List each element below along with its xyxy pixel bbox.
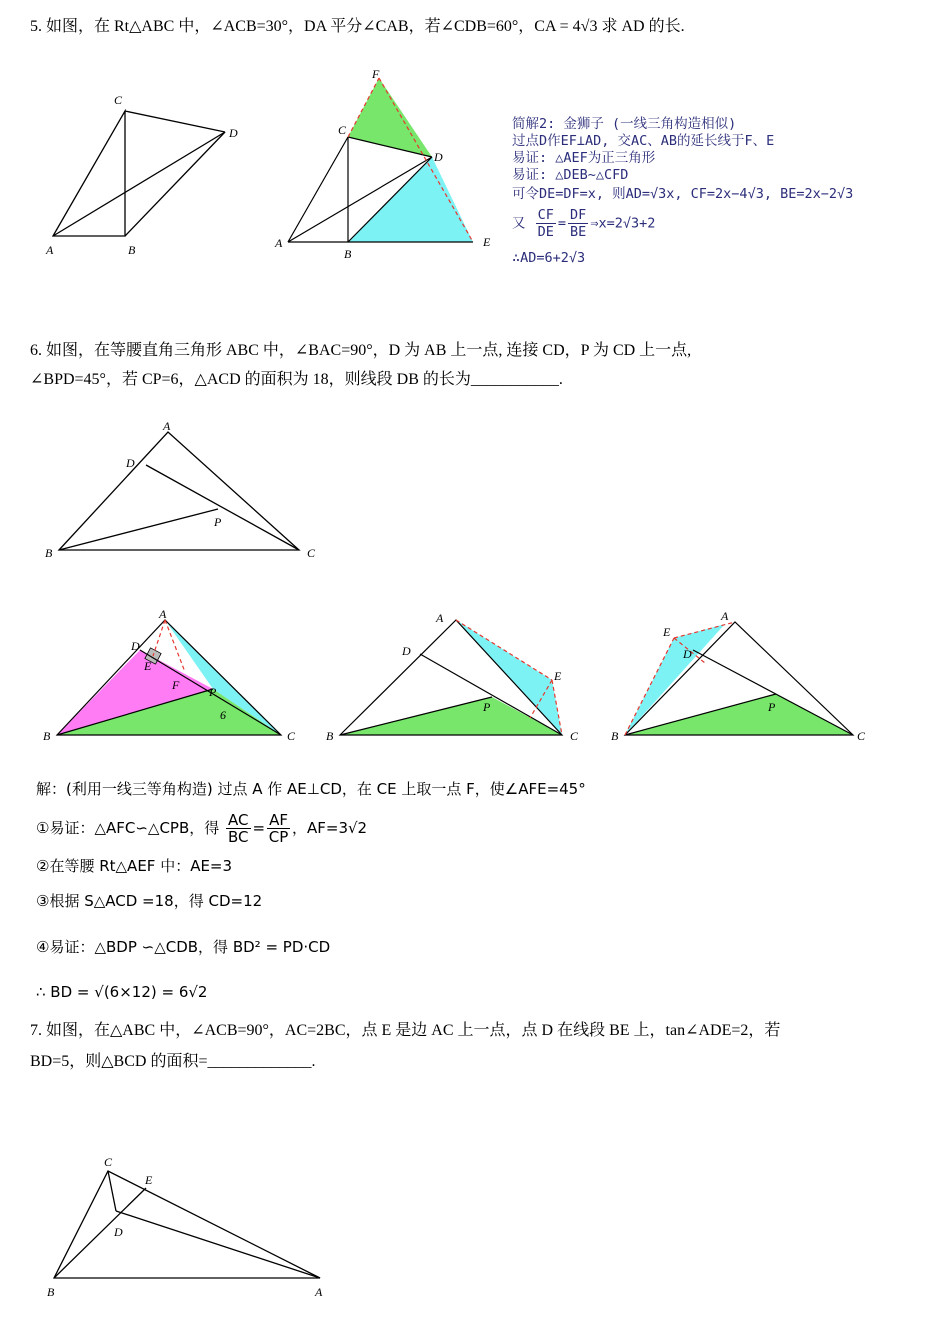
solution-6-intro: 解：(利用一线三等角构造) 过点 A 作 AE⊥CD，在 CE 上取一点 F，使∠AFE=45° (36, 780, 586, 798)
label-b: B (128, 243, 136, 257)
problem-7-line-2: BD=5，则△BCD 的面积=_____________. (30, 1053, 316, 1070)
label-c4: C (287, 729, 296, 743)
label-p3: P (214, 515, 222, 529)
figure-5-original (40, 90, 250, 265)
problem-5-text: 5. 如图，在 Rt△ABC 中，∠ACB=30°，DA 平分∠CAB，若∠CDB=60°，CA = 4√3 求 AD 的长. (30, 18, 685, 35)
label-e2: E (483, 235, 491, 249)
label-c3: C (307, 546, 316, 560)
label-a6: A (721, 609, 729, 623)
green-region (348, 78, 432, 157)
label-b3: B (45, 546, 53, 560)
label-a4: A (159, 607, 167, 621)
label-e6: E (663, 625, 671, 639)
label-a2: A (275, 236, 283, 250)
solution-6-step-5: ∴ BD = √(6×12) = 6√2 (36, 983, 208, 1001)
label-f4: F (172, 678, 180, 692)
figure-5-solution (270, 68, 500, 268)
label-c2: C (338, 123, 347, 137)
label-a: A (46, 243, 54, 257)
hint-title: 简解2: 金狮子 (一线三角构造相似) (512, 116, 737, 132)
solution-6-step-3: ③根据 S△ACD =18，得 CD=12 (36, 892, 263, 910)
hint-line-1: 过点D作EF⊥AD, 交AC、AB的延长线于F、E (512, 133, 775, 149)
solution-6-step-1: ①易证：△AFC∽△CPB，得 $\frac{AC}{BC}$ = $\frac{AF}{CP}$ ，AF=3√2 (36, 811, 368, 846)
label-a7: A (315, 1285, 323, 1299)
figure-6-solution-3 (605, 600, 875, 750)
label-b7: B (47, 1285, 55, 1299)
problem-6-line-2: ∠BPD=45°，若 CP=6，△ACD 的面积为 18，则线段 DB 的长为___________. (30, 371, 563, 388)
label-e4: E (144, 659, 152, 673)
label-f: F (372, 68, 380, 81)
label-p4: P (209, 685, 217, 699)
label-e7: E (145, 1173, 153, 1187)
label-d5: D (402, 644, 411, 658)
label-c: C (114, 93, 123, 107)
figure-7 (38, 1150, 338, 1300)
label-d: D (229, 126, 238, 140)
figure-6-solution-2 (320, 600, 590, 750)
hint-line-2: 易证: △AEF为正三角形 (512, 150, 656, 166)
label-6: 6 (220, 708, 226, 722)
label-d4: D (131, 639, 140, 653)
hint-line-5: 又 $\frac{CF}{DE}$ = $\frac{DF}{BE}$ ⇒x=2√3+2 (512, 207, 656, 240)
problem-7-line-1: 7. 如图，在△ABC 中，∠ACB=90°，AC=2BC，点 E 是边 AC 上一点，点 D 在线段 BE 上，tan∠ADE=2，若 (30, 1022, 781, 1039)
label-p5: P (483, 700, 491, 714)
label-b4: B (43, 729, 51, 743)
problem-6-line-1: 6. 如图，在等腰直角三角形 ABC 中，∠BAC=90°，D 为 AB 上一点, 连接 CD，P 为 CD 上一点, (30, 342, 692, 359)
label-d3: D (126, 456, 135, 470)
label-b2: B (344, 247, 352, 261)
label-c7: C (104, 1155, 113, 1169)
label-a3: A (163, 420, 171, 433)
solution-6-step-4: ④易证：△BDP ∽△CDB，得 BD² = PD·CD (36, 938, 331, 956)
label-d2: D (434, 150, 443, 164)
label-d7: D (114, 1225, 123, 1239)
label-d6: D (683, 647, 692, 661)
label-a5: A (436, 611, 444, 625)
figure-6-solution-1 (35, 600, 305, 750)
solution-6-step-2: ②在等腰 Rt△AEF 中：AE=3 (36, 857, 233, 875)
hint-line-3: 易证: △DEB~△CFD (512, 167, 629, 183)
hint-line-6: ∴AD=6+2√3 (512, 250, 586, 266)
label-c6: C (857, 729, 866, 743)
label-p6: P (768, 700, 776, 714)
label-b6: B (611, 729, 619, 743)
hint-line-4: 可令DE=DF=x, 则AD=√3x, CF=2x−4√3, BE=2x−2√3 (512, 186, 854, 202)
label-e5: E (554, 669, 562, 683)
figure-6-original (40, 420, 330, 570)
label-b5: B (326, 729, 334, 743)
label-c5: C (570, 729, 579, 743)
